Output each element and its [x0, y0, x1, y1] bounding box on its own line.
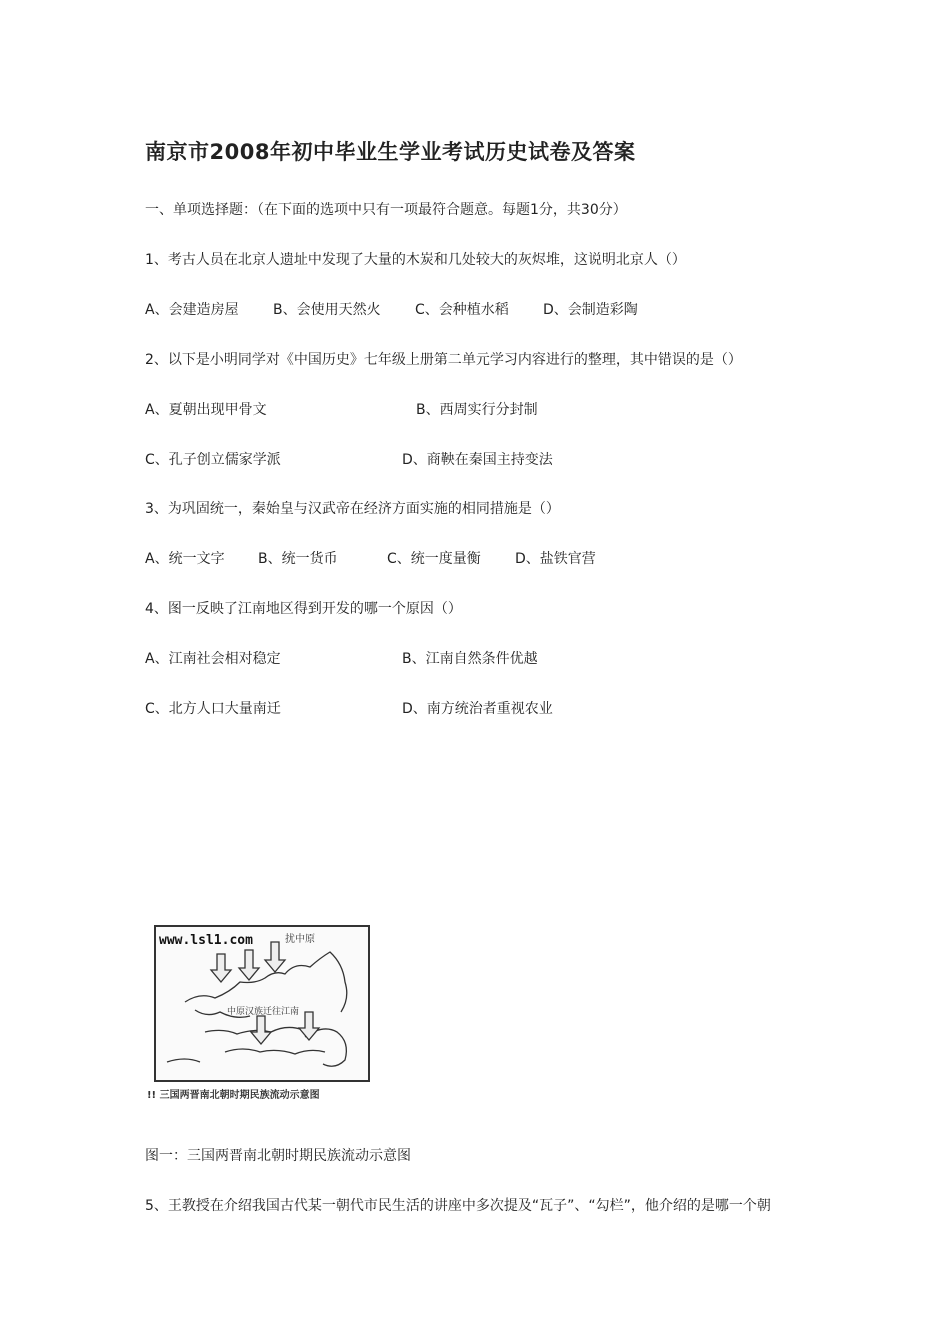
map-bottom-caption: !! 三国两晋南北朝时期民族流动示意图	[147, 1090, 320, 1101]
question-4-option-c: C、北方人口大量南迁	[145, 701, 281, 717]
question-4-option-b: B、江南自然条件优越	[402, 651, 538, 667]
question-4-option-d: D、南方统治者重视农业	[402, 701, 553, 717]
question-3-option-b: B、统一货币	[258, 551, 338, 567]
question-2-option-c: C、孔子创立儒家学派	[145, 452, 281, 468]
question-3-option-d: D、盐铁官营	[515, 551, 596, 567]
migration-map-figure	[145, 912, 380, 1102]
question-2-option-a: A、夏朝出现甲骨文	[145, 402, 267, 418]
question-3-option-a: A、统一文字	[145, 551, 225, 567]
question-1-option-b: B、会使用天然火	[273, 302, 381, 318]
question-3-stem: 3、为巩固统一，秦始皇与汉武帝在经济方面实施的相同措施是（）	[145, 501, 560, 517]
question-1-option-a: A、会建造房屋	[145, 302, 239, 318]
map-label-middle: 中原汉族迁往江南	[227, 1007, 300, 1017]
document-title: 南京市2008年初中毕业生学业考试历史试卷及答案	[145, 140, 636, 164]
question-2-option-b: B、西周实行分封制	[416, 402, 538, 418]
question-2-option-d: D、商鞅在秦国主持变法	[402, 452, 553, 468]
question-5-stem: 5、王教授在介绍我国古代某一朝代市民生活的讲座中多次提及“瓦子”、“勾栏”，他介绍的是哪一个朝	[145, 1198, 771, 1214]
watermark-url: www.lsl1.com	[159, 933, 253, 948]
figure-caption: 图一：三国两晋南北朝时期民族流动示意图	[145, 1148, 411, 1164]
question-3-option-c: C、统一度量衡	[387, 551, 481, 567]
section-heading: 一、单项选择题：（在下面的选项中只有一项最符合题意。每题1分，共30分）	[145, 202, 627, 218]
migration-map	[145, 912, 380, 1102]
question-4-stem: 4、图一反映了江南地区得到开发的哪一个原因（）	[145, 601, 462, 617]
map-label-top: 扰中原	[285, 934, 315, 945]
map-frame	[155, 926, 369, 1081]
question-1-option-d: D、会制造彩陶	[543, 302, 638, 318]
question-2-stem: 2、以下是小明同学对《中国历史》七年级上册第二单元学习内容进行的整理，其中错误的是（）	[145, 352, 742, 368]
question-4-option-a: A、江南社会相对稳定	[145, 651, 281, 667]
question-1-stem: 1、考古人员在北京人遗址中发现了大量的木炭和几处较大的灰烬堆，这说明北京人（）	[145, 252, 686, 268]
question-1-option-c: C、会种植水稻	[415, 302, 509, 318]
